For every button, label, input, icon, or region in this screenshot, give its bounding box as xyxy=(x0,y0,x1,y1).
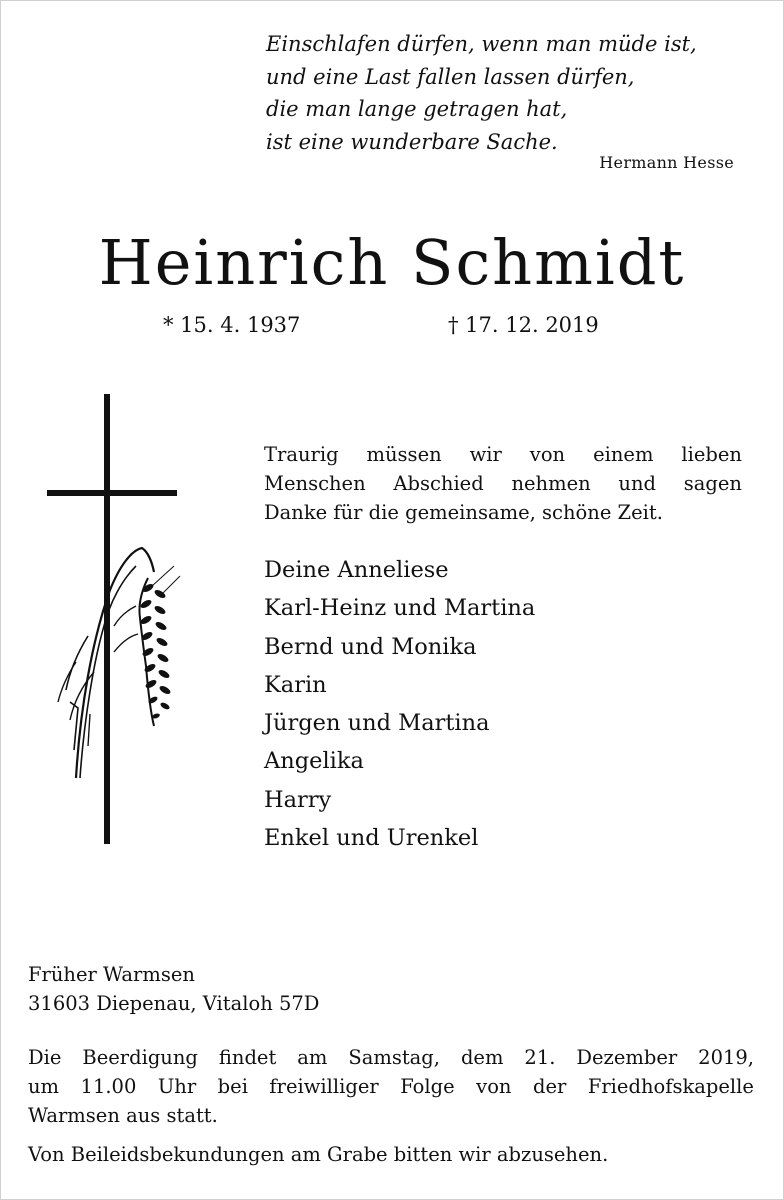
address-line: Früher Warmsen xyxy=(28,963,195,986)
word: von xyxy=(529,443,566,466)
word: nehmen xyxy=(511,472,591,495)
address-line: 31603 Diepenau, Vitaloh 57D xyxy=(28,992,320,1015)
word: Folge xyxy=(400,1075,455,1098)
condolence-line xyxy=(264,440,742,469)
cross-with-wheat-icon xyxy=(40,390,190,850)
line-text: Warmsen aus statt. xyxy=(28,1104,218,1127)
quote-line: Einschlafen dürfen, wenn man müde ist, xyxy=(266,32,697,56)
family-member: Karin xyxy=(264,671,327,698)
word: lieben xyxy=(681,443,742,466)
word: dem xyxy=(460,1046,504,1069)
family-list xyxy=(264,551,535,857)
funeral-line xyxy=(28,1043,754,1072)
family-member: Enkel und Urenkel xyxy=(264,825,479,852)
word: Dezember xyxy=(576,1046,678,1069)
family-member: Jürgen und Martina xyxy=(264,710,490,737)
family-member: Harry xyxy=(264,786,332,813)
word: Beerdigung xyxy=(82,1046,198,1069)
word: Die xyxy=(28,1046,62,1069)
line-text: Danke für die gemeinsame, schöne Zeit. xyxy=(264,501,663,524)
word: von xyxy=(476,1075,512,1098)
funeral-line xyxy=(28,1072,754,1101)
word: 21. xyxy=(524,1046,556,1069)
family-member: Angelika xyxy=(264,748,364,775)
word: 11.00 xyxy=(80,1075,137,1098)
closing-note: Von Beileidsbekundungen am Grabe bitten wir abzusehen. xyxy=(28,1143,609,1166)
word: wir xyxy=(469,443,502,466)
word: am xyxy=(297,1046,328,1069)
condolence-line xyxy=(264,469,742,498)
quote-line: ist eine wunderbare Sache. xyxy=(266,129,558,154)
birth-date: * 15. 4. 1937 xyxy=(163,313,301,337)
funeral-line xyxy=(28,1101,754,1130)
word: um xyxy=(28,1075,60,1098)
word: findet xyxy=(218,1046,277,1069)
word: bei xyxy=(217,1075,248,1098)
word: freiwilliger xyxy=(269,1075,379,1098)
deceased-name: Heinrich Schmidt xyxy=(98,226,686,299)
word: Friedhofskapelle xyxy=(587,1075,754,1098)
family-member: Deine Anneliese xyxy=(264,557,449,583)
word: 2019, xyxy=(698,1046,754,1069)
address-block xyxy=(28,960,319,1018)
word: einem xyxy=(593,443,654,466)
funeral-info xyxy=(28,1043,754,1130)
condolence-text xyxy=(264,440,742,527)
condolence-line xyxy=(264,498,742,527)
word: der xyxy=(532,1075,567,1098)
word: müssen xyxy=(366,443,442,466)
family-member: Karl-Heinz und Martina xyxy=(264,595,536,622)
family-member: Bernd und Monika xyxy=(264,633,477,660)
quote-line: und eine Last fallen lassen dürfen, xyxy=(266,64,635,89)
word: Uhr xyxy=(157,1075,197,1098)
word: und xyxy=(618,472,657,495)
word: Traurig xyxy=(264,443,339,466)
word: Samstag, xyxy=(348,1046,440,1069)
quote-line: die man lange getragen hat, xyxy=(266,97,568,121)
word: Abschied xyxy=(393,472,484,495)
quote-author: Hermann Hesse xyxy=(599,153,734,172)
quote-block xyxy=(266,28,746,158)
word: Menschen xyxy=(264,472,366,495)
death-date: † 17. 12. 2019 xyxy=(448,313,599,337)
word: sagen xyxy=(683,472,742,495)
